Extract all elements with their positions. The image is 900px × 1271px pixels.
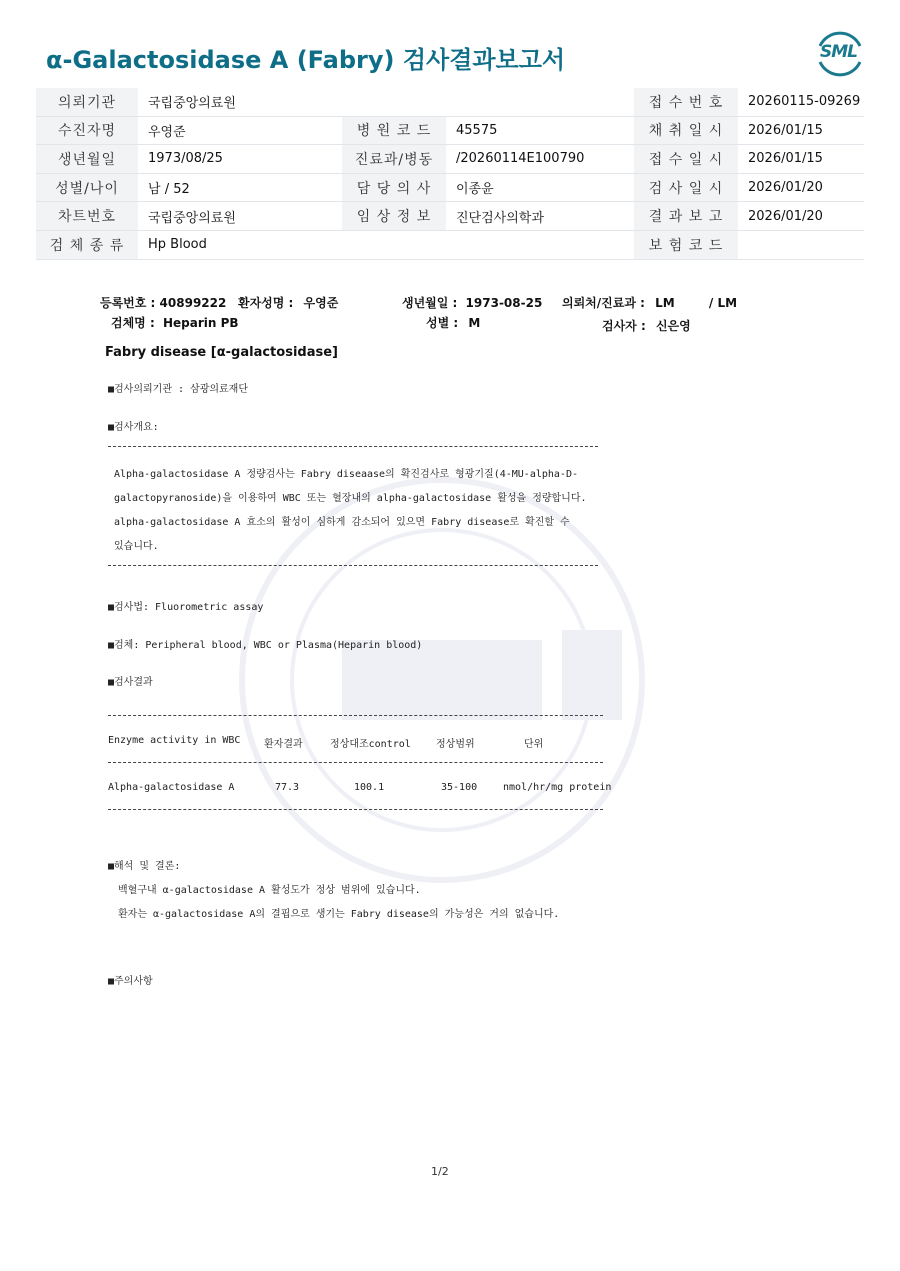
info-value: /20260114E100790 — [446, 145, 634, 174]
info-value: 2026/01/15 — [738, 145, 864, 174]
info-value — [738, 230, 864, 259]
divider — [108, 565, 598, 566]
reg-value: 40899222 — [159, 296, 227, 310]
name-label: 환자성명 : — [238, 296, 294, 310]
method: ■검사법: Fluorometric assay — [108, 602, 264, 613]
reg-label: 등록번호 : — [100, 296, 156, 310]
divider — [108, 809, 603, 810]
overview-line: alpha-galactosidase A 효소의 활성이 심하게 감소되어 있으면 Fabry disease로 확진할 수 — [114, 517, 570, 528]
result-cell-test: Alpha-galactosidase A — [108, 782, 235, 793]
info-label: 차트번호 — [36, 202, 138, 231]
logo-text: SML — [820, 42, 857, 62]
info-row — [36, 145, 864, 174]
result-header-3: 정상대조control — [330, 739, 411, 750]
info-value: 남 / 52 — [138, 173, 342, 202]
reg-number — [100, 294, 226, 311]
info-label: 결 과 보 고 — [634, 202, 738, 231]
info-row — [36, 173, 864, 202]
result-header-5: 단위 — [524, 739, 544, 750]
info-value: Hp Blood — [138, 230, 342, 259]
patient-name — [238, 294, 338, 311]
report-title: α-Galactosidase A (Fabry) 검사결과보고서 — [46, 46, 566, 74]
info-value — [446, 88, 634, 116]
specimen-info: ■검체: Peripheral blood, WBC or Plasma(Heparin blood) — [108, 640, 423, 651]
info-label: 수진자명 — [36, 116, 138, 145]
info-value: 2026/01/15 — [738, 116, 864, 145]
overview-label: ■검사개요: — [108, 422, 159, 433]
dob-label: 생년월일 : — [402, 296, 458, 310]
info-row — [36, 116, 864, 145]
info-label: 생년월일 — [36, 145, 138, 174]
interpretation-line: 환자는 α-galactosidase A의 결핍으로 생기는 Fabry disease의 가능성은 거의 없습니다. — [118, 909, 560, 920]
info-label: 검 체 종 류 — [36, 230, 138, 259]
specimen-value: Heparin PB — [162, 316, 239, 330]
info-value: 진단검사의학과 — [446, 202, 634, 231]
info-value: 우영준 — [138, 116, 342, 145]
info-value: 20260115-09269 — [738, 88, 864, 116]
dept-value: LM — [655, 296, 675, 310]
info-label: 성별/나이 — [36, 173, 138, 202]
info-value: 2026/01/20 — [738, 202, 864, 231]
sex-value: M — [468, 316, 481, 330]
info-label: 의뢰기관 — [36, 88, 138, 116]
info-label — [342, 88, 446, 116]
info-value: 국립중앙의료원 — [138, 88, 342, 116]
divider — [108, 715, 603, 716]
result-cell-range: 35-100 — [441, 782, 478, 793]
sex-label: 성별 : — [426, 316, 459, 330]
name-value: 우영준 — [303, 296, 339, 310]
info-label — [342, 230, 446, 259]
info-label: 임 상 정 보 — [342, 202, 446, 231]
result-header-2: 환자결과 — [264, 739, 303, 750]
tester — [602, 317, 691, 334]
info-label: 접 수 일 시 — [634, 145, 738, 174]
info-value: 이종윤 — [446, 173, 634, 202]
info-label: 검 사 일 시 — [634, 173, 738, 202]
requesting-lab: ■검사의뢰기관 : 삼광의료재단 — [108, 384, 249, 395]
info-label: 병 원 코 드 — [342, 116, 446, 145]
patient-info-table — [36, 88, 864, 260]
interpretation-label: ■해석 및 결론: — [108, 861, 181, 872]
info-value: 국립중앙의료원 — [138, 202, 342, 231]
info-label: 접 수 번 호 — [634, 88, 738, 116]
info-label: 담 당 의 사 — [342, 173, 446, 202]
section-title: Fabry disease [α-galactosidase] — [105, 345, 338, 360]
info-value — [446, 230, 634, 259]
info-label: 채 취 일 시 — [634, 116, 738, 145]
department — [562, 294, 737, 311]
result-cell-control: 100.1 — [354, 782, 385, 793]
divider — [108, 762, 603, 763]
specimen-label: 검체명 : — [111, 316, 155, 330]
dept-label: 의뢰처/진료과 : — [562, 296, 645, 310]
divider — [108, 446, 598, 447]
result-label: ■검사결과 — [108, 677, 153, 688]
info-row — [36, 88, 864, 116]
dob-value: 1973-08-25 — [465, 296, 543, 310]
sml-logo — [812, 28, 868, 80]
info-label: 보 험 코 드 — [634, 230, 738, 259]
birth-date — [402, 294, 542, 311]
tester-label: 검사자 : — [602, 319, 646, 333]
result-cell-unit: nmol/hr/mg protein — [503, 782, 612, 793]
interpretation-line: 백혈구내 α-galactosidase A 활성도가 정상 범위에 있습니다. — [118, 885, 421, 896]
sex — [426, 314, 480, 331]
info-row — [36, 202, 864, 231]
overview-line: Alpha-galactosidase A 정량검사는 Fabry diseaase의 확진검사로 형광기질(4-MU-alpha-D- — [114, 469, 578, 480]
info-value: 1973/08/25 — [138, 145, 342, 174]
result-header-1: Enzyme activity in WBC — [108, 735, 241, 746]
overview-line: 있습니다. — [114, 541, 159, 552]
info-row — [36, 230, 864, 259]
specimen-name — [111, 314, 239, 331]
tester-value: 신은영 — [655, 319, 691, 333]
info-label: 진료과/병동 — [342, 145, 446, 174]
dept-value-2: / LM — [708, 296, 738, 310]
caution-label: ■주의사항 — [108, 976, 153, 987]
info-value: 45575 — [446, 116, 634, 145]
overview-line: galactopyranoside)을 이용하여 WBC 또는 혈장내의 alpha-galactosidase 활성을 정량합니다. — [114, 493, 587, 504]
result-cell-patient: 77.3 — [275, 782, 300, 793]
page-number: 1/2 — [431, 1165, 449, 1178]
info-value: 2026/01/20 — [738, 173, 864, 202]
result-header-4: 정상범위 — [436, 739, 475, 750]
snuh-watermark-icon — [232, 470, 652, 890]
